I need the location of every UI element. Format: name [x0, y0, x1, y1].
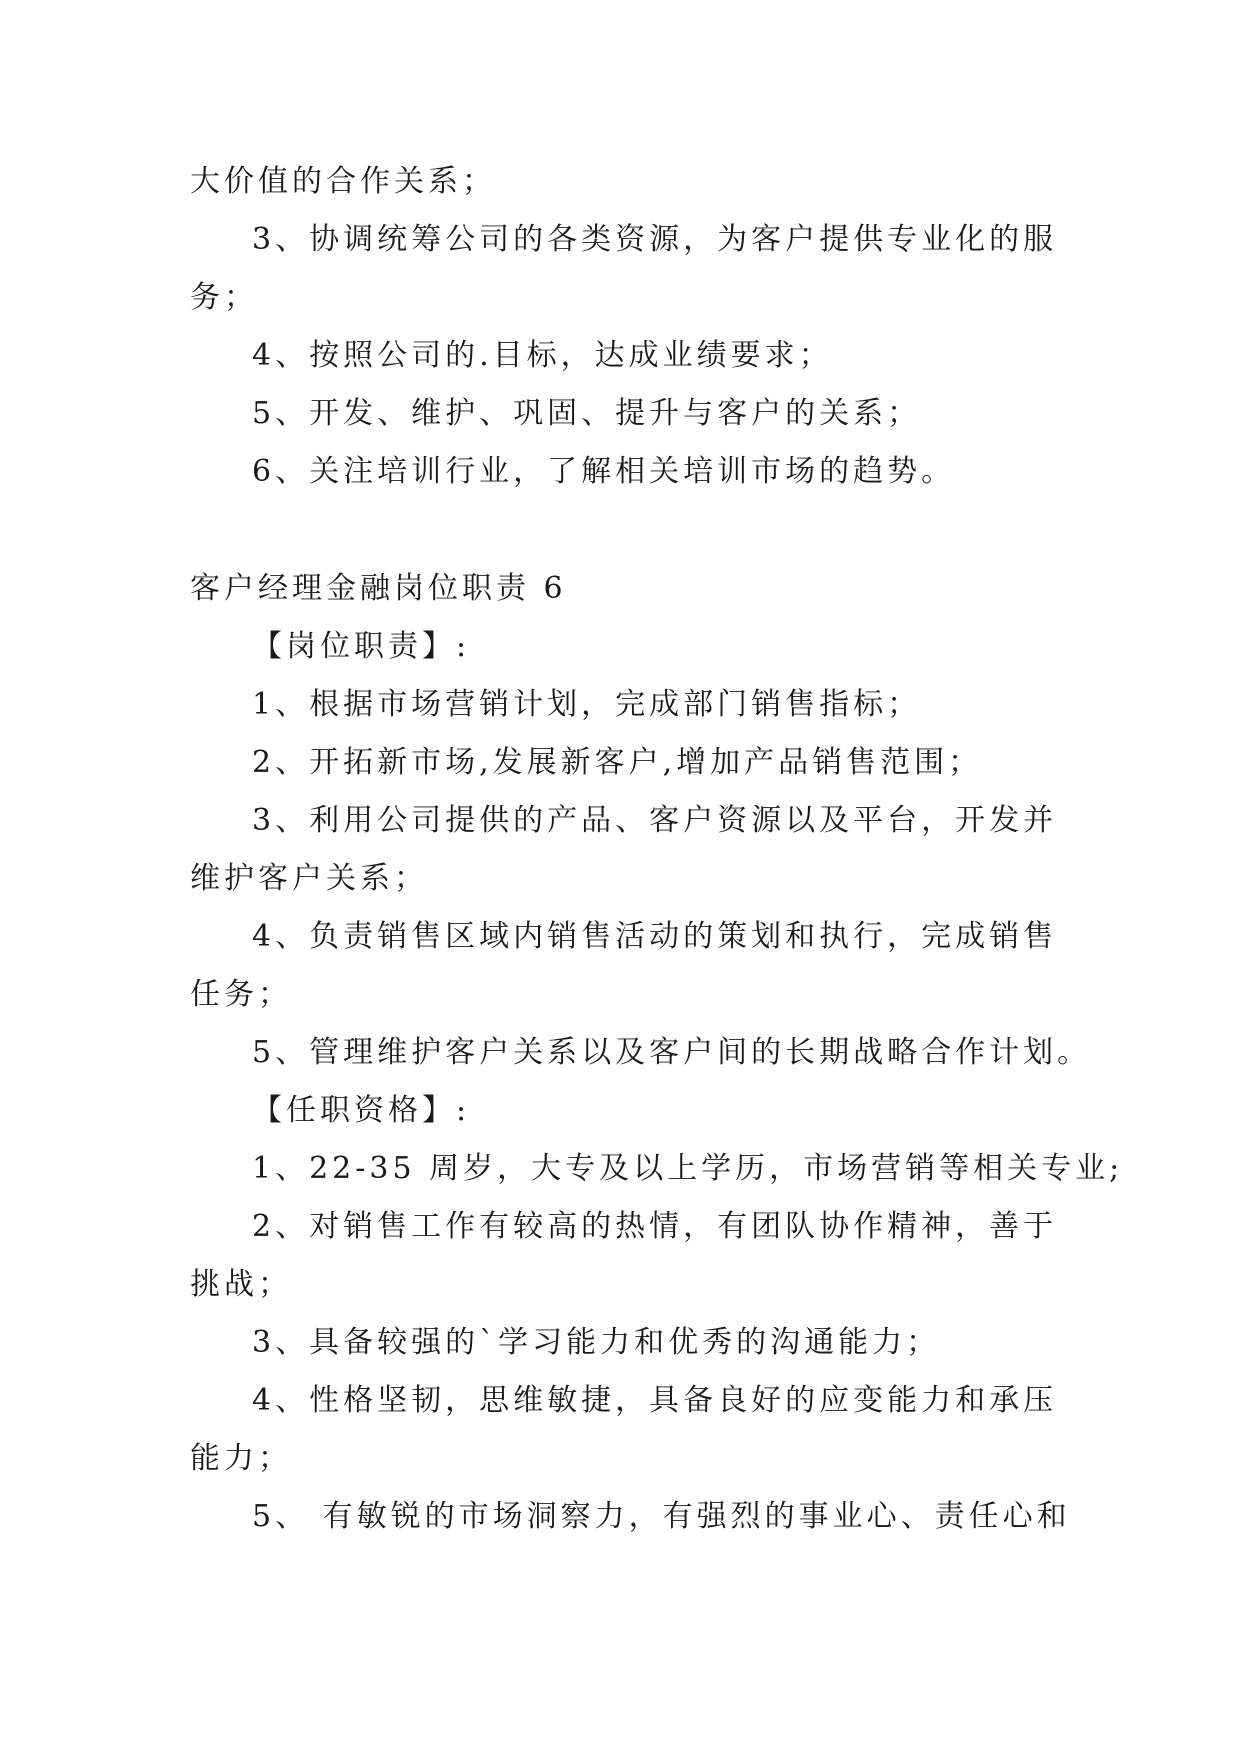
- duty-item-continued: 任务；: [190, 977, 292, 1012]
- text-line: 大价值的合作关系；: [190, 164, 496, 199]
- duty-item: 4、负责销售区域内销售活动的策划和执行，完成销售: [252, 919, 1058, 954]
- duty-item: 5、管理维护客户关系以及客户间的长期战略合作计划。: [252, 1035, 1092, 1070]
- text-line: 4、按照公司的.目标，达成业绩要求；: [252, 338, 833, 373]
- qualification-item: 4、性格坚韧，思维敏捷，具备良好的应变能力和承压: [252, 1383, 1058, 1418]
- text-line: 5、开发、维护、巩固、提升与客户的关系；: [252, 396, 922, 431]
- text-line: 6、关注培训行业，了解相关培训市场的趋势。: [252, 454, 956, 489]
- qualification-item-continued: 能力；: [190, 1441, 292, 1476]
- section-title: 客户经理金融岗位职责 6: [190, 571, 567, 606]
- qualification-item: 2、对销售工作有较高的热情，有团队协作精神，善于: [252, 1209, 1058, 1244]
- qualification-item-continued: 挑战；: [190, 1267, 292, 1302]
- duty-item: 2、开拓新市场,发展新客户,增加产品销售范围；: [252, 745, 983, 780]
- qualification-item: 5、 有敏锐的市场洞察力，有强烈的事业心、责任心和: [252, 1499, 1071, 1534]
- qualifications-heading: 【任职资格】:: [252, 1093, 471, 1128]
- duty-item-continued: 维护客户关系；: [190, 861, 428, 896]
- duty-item: 3、利用公司提供的产品、客户资源以及平台，开发并: [252, 803, 1058, 838]
- duties-heading: 【岗位职责】:: [252, 629, 471, 664]
- text-line: 务；: [190, 280, 258, 315]
- qualification-item: 3、具备较强的`学习能力和优秀的沟通能力；: [252, 1325, 941, 1360]
- qualification-item: 1、22-35 周岁，大专及以上学历，市场营销等相关专业;: [252, 1151, 1124, 1186]
- text-line: 3、协调统筹公司的各类资源，为客户提供专业化的服: [252, 222, 1058, 257]
- duty-item: 1、根据市场营销计划，完成部门销售指标；: [252, 687, 922, 722]
